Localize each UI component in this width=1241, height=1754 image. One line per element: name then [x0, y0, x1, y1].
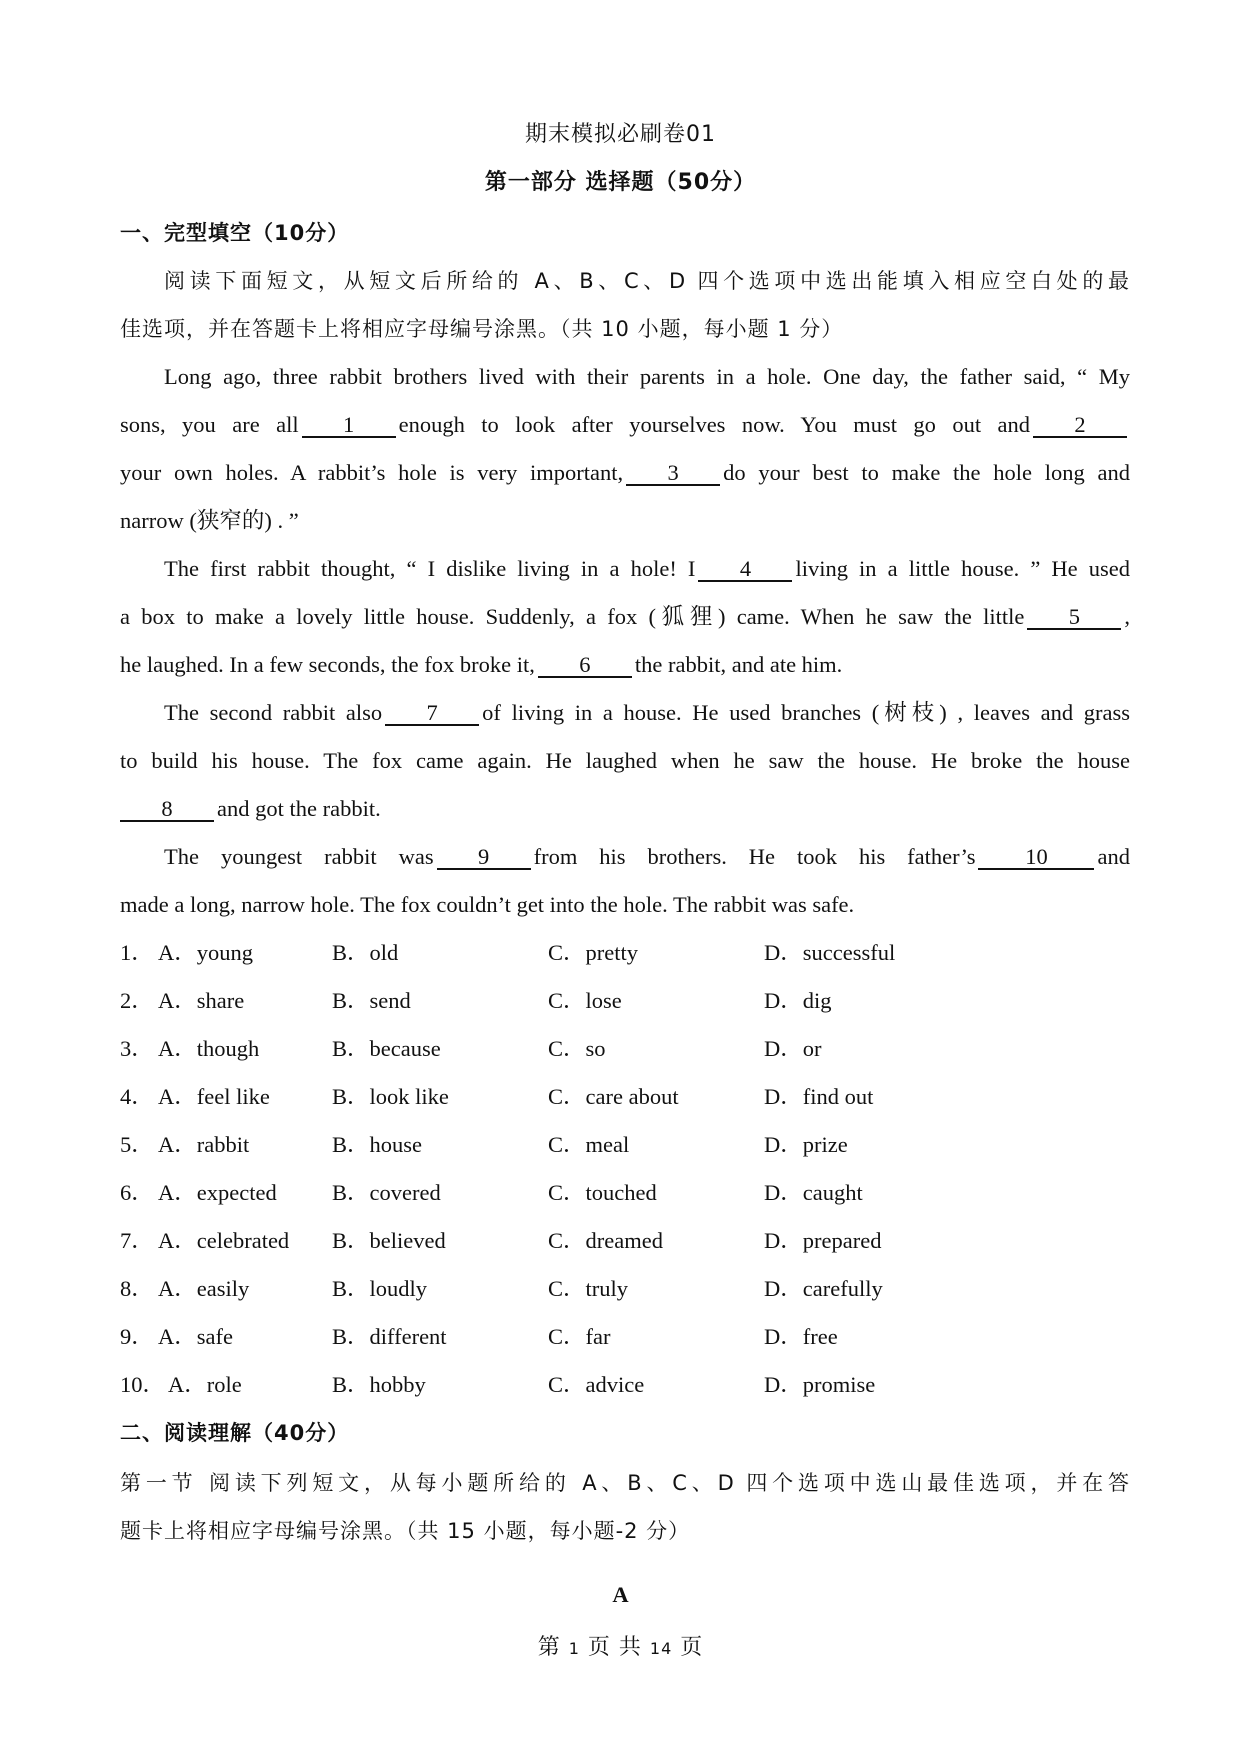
blank-3: 3 [626, 462, 720, 486]
option-b: B．look like [332, 1084, 449, 1109]
option-a: A．rabbit [158, 1132, 250, 1157]
blank-5: 5 [1027, 606, 1121, 630]
page-title: 期末模拟必刷卷01 [525, 122, 716, 147]
option-b: B．covered [332, 1180, 441, 1205]
option-a: A．feel like [158, 1084, 270, 1109]
option-a: A．share [158, 988, 245, 1013]
footer-mid: 页 共 [587, 1635, 642, 1660]
option-d: D．successful [764, 940, 896, 965]
passage-p2-line2 [120, 602, 1130, 632]
question-number: 2． [120, 988, 154, 1013]
passage-text: and got the rabbit. [217, 796, 381, 821]
section1-instruction-line1: 阅读下面短文，从短文后所给的 A、B、C、D 四个选项中选出能填入相应空白处的最 [164, 269, 1130, 293]
passage-text: sons, you are all [120, 412, 299, 437]
option-c: C．advice [548, 1372, 645, 1397]
question-number: 1． [120, 940, 154, 965]
option-d: D．free [764, 1324, 838, 1349]
option-c: C．lose [548, 988, 622, 1013]
passage-p1-line2 [120, 410, 1130, 440]
option-d: D．or [764, 1036, 822, 1061]
question-number: 3． [120, 1036, 154, 1061]
passage-p4-line2: made a long, narrow hole. The fox couldn’t get into the hole. The rabbit was safe. [120, 892, 855, 917]
option-b: B．believed [332, 1228, 446, 1253]
option-d: D．prize [764, 1132, 848, 1157]
question-number: 9． [120, 1324, 154, 1349]
option-b: B．old [332, 940, 399, 965]
footer-prefix: 第 [537, 1635, 561, 1660]
passage-p4-line1 [120, 842, 1130, 872]
passage-text: , [1124, 604, 1130, 629]
blank-8: 8 [120, 798, 214, 822]
passage-text: your own holes. A rabbit’s hole is very important, [120, 460, 624, 485]
option-c: C．so [548, 1036, 606, 1061]
passage-text: enough to look after yourselves now. You must go out and [398, 412, 1031, 437]
section2-instruction-line1: 第一节 阅读下列短文，从每小题所给的 A、B、C、D 四个选项中选山最佳选项，并在答 [120, 1471, 1130, 1495]
option-a: A．celebrated [158, 1228, 290, 1253]
option-c: C．touched [548, 1180, 657, 1205]
passage-text: from his brothers. He took his father’s [533, 844, 976, 869]
blank-10: 10 [978, 846, 1094, 870]
passage-p1-line1: Long ago, three rabbit brothers lived with their parents in a hole. One day, the father said, “ My [164, 364, 1130, 389]
passage-p3-line1 [120, 698, 1130, 728]
passage-p2-line3 [120, 650, 1130, 680]
option-b: B．house [332, 1132, 423, 1157]
page-footer [0, 1630, 1241, 1661]
passage-text: The youngest rabbit was [164, 844, 434, 869]
option-d: D．promise [764, 1372, 876, 1397]
passage-p1-line4: narrow (狭窄的) . ” [120, 508, 299, 533]
option-b: B．because [332, 1036, 441, 1061]
passage-p3-line3 [120, 794, 1130, 824]
passage-text: of living in a house. He used branches (树枝) , leaves and grass [482, 700, 1130, 725]
footer-suffix: 页 [680, 1635, 704, 1660]
footer-total-pages: 14 [649, 1639, 673, 1658]
option-a: A．expected [158, 1180, 277, 1205]
question-number: 7． [120, 1228, 154, 1253]
passage-text: The second rabbit also [164, 700, 383, 725]
part-heading: 第一部分 选择题（50分） [484, 170, 757, 195]
option-d: D．carefully [764, 1276, 883, 1301]
section2-instruction-line2: 题卡上将相应字母编号涂黑。（共 15 小题，每小题-2 分） [120, 1519, 691, 1543]
question-number: 6． [120, 1180, 154, 1205]
option-c: C．care about [548, 1084, 679, 1109]
passage-text: The first rabbit thought, “ I dislike living in a hole! I [164, 556, 696, 581]
section1-heading: 一、完型填空（10分） [120, 221, 350, 245]
passage-text: and [1097, 844, 1130, 869]
blank-2: 2 [1033, 414, 1127, 438]
option-b: B．different [332, 1324, 447, 1349]
section2-heading: 二、阅读理解（40分） [120, 1421, 350, 1445]
option-a: A．role [168, 1372, 242, 1397]
passage-text: he laughed. In a few seconds, the fox broke it, [120, 652, 535, 677]
passage-label: A [612, 1582, 629, 1607]
option-a: A．young [158, 940, 253, 965]
option-b: B．loudly [332, 1276, 428, 1301]
passage-text: the rabbit, and ate him. [634, 652, 843, 677]
option-d: D．caught [764, 1180, 863, 1205]
option-d: D．find out [764, 1084, 874, 1109]
option-c: C．truly [548, 1276, 629, 1301]
question-number: 5． [120, 1132, 154, 1157]
option-d: D．dig [764, 988, 832, 1013]
option-b: B．send [332, 988, 411, 1013]
question-number: 10． [120, 1372, 166, 1397]
passage-text: a box to make a lovely little house. Suddenly, a fox (狐狸) came. When he saw the little [120, 604, 1025, 629]
footer-page-number: 1 [568, 1639, 580, 1658]
question-number: 4． [120, 1084, 154, 1109]
option-d: D．prepared [764, 1228, 882, 1253]
option-a: A．though [158, 1036, 260, 1061]
option-a: A．easily [158, 1276, 250, 1301]
option-b: B．hobby [332, 1372, 426, 1397]
question-number: 8． [120, 1276, 154, 1301]
blank-1: 1 [302, 414, 396, 438]
blank-6: 6 [538, 654, 632, 678]
blank-4: 4 [698, 558, 792, 582]
section1-instruction-line2: 佳选项，并在答题卡上将相应字母编号涂黑。（共 10 小题，每小题 1 分） [120, 317, 844, 341]
option-c: C．far [548, 1324, 611, 1349]
option-a: A．safe [158, 1324, 233, 1349]
option-c: C．meal [548, 1132, 630, 1157]
passage-text: living in a little house. ” He used [795, 556, 1130, 581]
passage-p3-line2: to build his house. The fox came again. He laughed when he saw the house. He broke the house [120, 748, 1130, 773]
blank-7: 7 [385, 702, 479, 726]
option-c: C．pretty [548, 940, 638, 965]
option-c: C．dreamed [548, 1228, 663, 1253]
passage-text: do your best to make the hole long and [723, 460, 1130, 485]
blank-9: 9 [437, 846, 531, 870]
passage-p1-line3 [120, 458, 1130, 488]
passage-p2-line1 [120, 554, 1130, 584]
